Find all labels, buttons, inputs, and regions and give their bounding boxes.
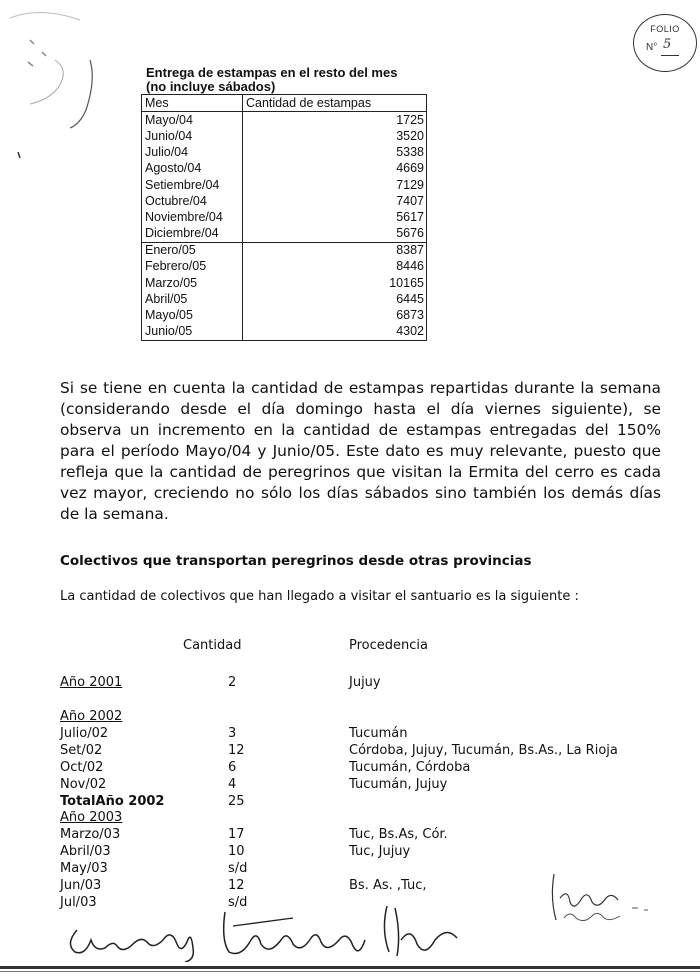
- header-mes: Mes: [142, 95, 243, 112]
- table-row: [142, 242, 427, 259]
- cell-mes: Mayo/05: [142, 307, 243, 323]
- header-cantidad: Cantidad de estampas: [243, 95, 427, 112]
- table-row: [142, 307, 427, 323]
- bus-row: [0, 809, 700, 826]
- table-row: [142, 128, 427, 144]
- bottom-rule: [0, 966, 700, 969]
- bus-row: [0, 826, 700, 843]
- cell-cantidad: 6873: [243, 307, 427, 323]
- bus-procedencia: Tucumán, Córdoba: [349, 760, 471, 775]
- bus-period: Julio/02: [60, 726, 109, 741]
- bus-period: Set/02: [60, 743, 103, 758]
- bus-period: TotalAño 2002: [60, 794, 165, 809]
- bus-cantidad: 3: [228, 726, 237, 741]
- bus-cantidad: 12: [228, 878, 245, 893]
- cell-mes: Junio/04: [142, 128, 243, 144]
- cell-mes: Febrero/05: [142, 259, 243, 275]
- cell-cantidad: 8446: [243, 259, 427, 275]
- bus-cantidad: 6: [228, 760, 237, 775]
- faded-stamp-mark: [0, 0, 110, 160]
- cell-mes: Diciembre/04: [142, 226, 243, 243]
- cell-mes: Marzo/05: [142, 275, 243, 291]
- bus-procedencia: Tucumán: [349, 726, 408, 741]
- table-row: [142, 177, 427, 193]
- table-row: [142, 259, 427, 275]
- folio-label: FOLIO: [650, 24, 680, 34]
- cell-mes: Agosto/04: [142, 161, 243, 177]
- bus-period: Nov/02: [60, 777, 107, 792]
- bus-row: [0, 776, 700, 793]
- bus-period: May/03: [60, 861, 108, 876]
- bus-period: Jul/03: [60, 895, 97, 910]
- table-title: Entrega de estampas en el resto del mes: [146, 65, 398, 80]
- cell-cantidad: 1725: [243, 112, 427, 129]
- bus-procedencia: Jujuy: [349, 675, 381, 690]
- folio-stamp: [633, 14, 697, 72]
- table-row: [142, 275, 427, 291]
- table-row: [142, 193, 427, 209]
- cell-cantidad: 5338: [243, 145, 427, 161]
- table-row: [142, 209, 427, 225]
- bus-cantidad: 10: [228, 844, 245, 859]
- bus-cantidad: 25: [228, 794, 245, 809]
- cell-cantidad: 4302: [243, 324, 427, 341]
- body-paragraph: Si se tiene en cuenta la cantidad de estampas repartidas durante la semana (considerando desde el día domingo hasta el día viernes siguiente), se observa un incremento en la cantidad de estampas entregadas del 150% para el período Mayo/04 y Junio/05. Este dato es muy relevante, puesto que refleja que la cantidad de peregrinos que visitan la Ermita del cerro es cada vez mayor, creciendo no sólo los días sábados sino también los demás días de la semana.: [60, 379, 661, 523]
- bus-period: Marzo/03: [60, 827, 121, 842]
- table-row: [142, 145, 427, 161]
- bus-procedencia: Tuc, Bs.As, Cór.: [349, 827, 448, 842]
- cell-cantidad: 7129: [243, 177, 427, 193]
- cell-cantidad: 5617: [243, 209, 427, 225]
- table-row: [142, 226, 427, 243]
- cell-cantidad: 6445: [243, 291, 427, 307]
- table-row: [142, 291, 427, 307]
- bus-row: [0, 708, 700, 725]
- cell-cantidad: 3520: [243, 128, 427, 144]
- bus-cantidad: s/d: [228, 895, 248, 910]
- cell-mes: Julio/04: [142, 145, 243, 161]
- bus-cantidad: 2: [228, 675, 237, 690]
- bus-procedencia: Córdoba, Jujuy, Tucumán, Bs.As., La Rioja: [349, 743, 618, 758]
- cell-mes: Abril/05: [142, 291, 243, 307]
- bus-cantidad: s/d: [228, 861, 248, 876]
- cell-cantidad: 10165: [243, 275, 427, 291]
- bus-row: [0, 759, 700, 776]
- cell-cantidad: 7407: [243, 193, 427, 209]
- bus-cantidad: 17: [228, 827, 245, 842]
- table-row: [142, 112, 427, 129]
- cell-mes: Enero/05: [142, 242, 243, 259]
- bus-row: [0, 793, 700, 810]
- bus-period: Abril/03: [60, 844, 111, 859]
- stamps-table: [141, 94, 427, 341]
- bus-row: [0, 725, 700, 742]
- bus-period: Oct/02: [60, 760, 104, 775]
- bus-period: Jun/03: [60, 878, 102, 893]
- table-row: [142, 161, 427, 177]
- cell-mes: Junio/05: [142, 324, 243, 341]
- bus-procedencia: Tuc, Jujuy: [349, 844, 411, 859]
- table-subtitle: (no incluye sábados): [146, 79, 276, 94]
- cell-cantidad: 8387: [243, 242, 427, 259]
- intro-line: La cantidad de colectivos que han llegado a visitar el santuario es la siguiente :: [60, 589, 579, 604]
- bus-period: Año 2001: [60, 675, 123, 690]
- bus-row: [0, 843, 700, 860]
- column-header-procedencia: Procedencia: [349, 638, 428, 653]
- table-row: [142, 324, 427, 341]
- bus-row: [0, 674, 700, 691]
- cell-mes: Octubre/04: [142, 193, 243, 209]
- handwritten-signatures: [55, 900, 475, 962]
- bus-procedencia: Tucumán, Jujuy: [349, 777, 448, 792]
- cell-mes: Mayo/04: [142, 112, 243, 129]
- folio-underline: [661, 55, 679, 56]
- folio-number: 5: [663, 37, 672, 52]
- table-header-row: [142, 95, 427, 112]
- bus-period: Año 2003: [60, 810, 123, 825]
- handwritten-signature-right: [540, 868, 660, 934]
- bus-cantidad: 4: [228, 777, 237, 792]
- cell-mes: Noviembre/04: [142, 209, 243, 225]
- bottom-rule-thin: [0, 971, 700, 972]
- cell-cantidad: 4669: [243, 161, 427, 177]
- cell-cantidad: 5676: [243, 226, 427, 243]
- cell-mes: Setiembre/04: [142, 177, 243, 193]
- bus-procedencia: Bs. As. ,Tuc,: [349, 878, 427, 893]
- folio-number-prefix: N°: [646, 42, 658, 53]
- bus-period: Año 2002: [60, 709, 123, 724]
- section-heading: Colectivos que transportan peregrinos desde otras provincias: [60, 553, 532, 569]
- column-header-cantidad: Cantidad: [183, 638, 242, 653]
- bus-cantidad: 12: [228, 743, 245, 758]
- bus-row: [0, 742, 700, 759]
